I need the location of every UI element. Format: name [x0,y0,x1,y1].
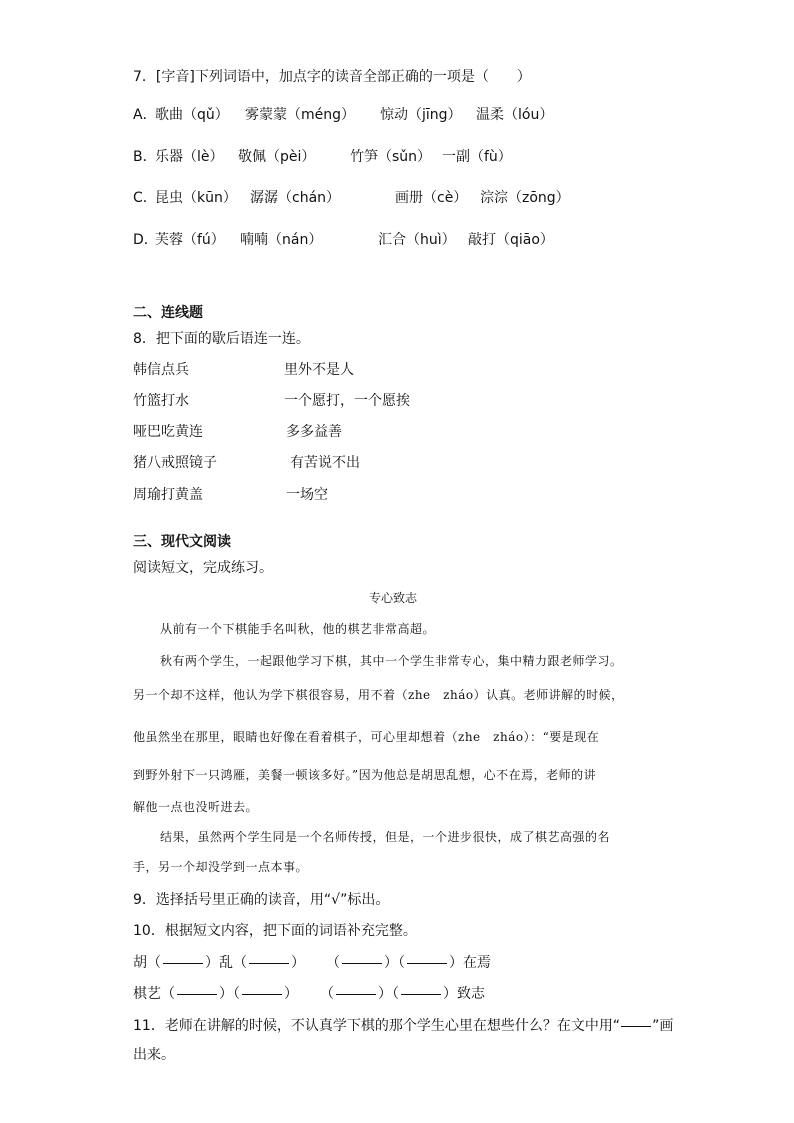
answer-blank[interactable] [342,962,382,964]
fill-text: （ [326,955,340,971]
story-line: 手，另一个却没学到一点本事。 [133,860,309,874]
match-left-item[interactable]: 韩信点兵 [133,362,189,378]
option-item: 芙蓉（fú） [155,232,225,248]
match-left-item[interactable]: 哑巴吃黄连 [133,424,203,440]
underline-mark [621,1025,651,1027]
story-line: 另一个却不这样，他认为学下棋很容易，用不着（zhe zháo）认真。老师讲解的时候， [133,688,624,702]
story-title: 专心致志 [369,591,418,605]
fill-blank-group [133,983,298,1003]
fill-blank-group [326,952,491,972]
answer-blank[interactable] [407,962,447,964]
story-line: 到野外射下一只鸿雁，美餐一顿该多好。”因为他总是胡思乱想，心不在焉，老师的讲 [133,768,597,782]
q11-stem [133,1015,673,1035]
option-item: 画册（cè） [395,190,468,206]
match-left-item[interactable]: 竹篮打水 [133,393,189,409]
fill-text: ） [291,955,305,971]
option-item: 温柔（lóu） [476,107,554,123]
fill-text: 棋艺（ [133,986,175,1002]
story-line: 解他一点也没听进去。 [133,800,259,814]
story-line: 从前有一个下棋能手名叫秋，他的棋艺非常高超。 [160,622,436,636]
answer-blank[interactable] [249,962,289,964]
story-line: 秋有两个学生，一起跟他学习下棋，其中一个学生非常专心，集中精力跟老师学习。 [160,654,623,668]
fill-text: ）在焉 [449,955,491,971]
option-item: 敲打（qiāo） [468,232,554,248]
option-item: 竹笋（sǔn） [350,149,432,165]
fill-text: （ [320,986,334,1002]
option-item: 雾蒙蒙（méng） [245,107,356,123]
option-item: 汇合（huì） [378,232,456,248]
match-right-item[interactable]: 有苦说不出 [290,455,360,471]
option-item: 昆虫（kūn） [155,190,237,206]
q7-stem: 7．[字音]下列词语中，加点字的读音全部正确的一项是（ ） [133,69,531,85]
q11-stem-continued: 出来。 [133,1047,175,1063]
option-item: 一副（fù） [442,149,512,165]
fill-text: ）乱（ [205,955,247,971]
q9-stem: 9．选择括号里正确的读音，用“√”标出。 [133,892,390,908]
match-right-item[interactable]: 里外不是人 [284,362,354,378]
answer-blank[interactable] [401,993,441,995]
option-item: 歌曲（qǔ） [155,107,229,123]
section-title: 二、连线题 [133,305,203,321]
option-label: A． [133,107,157,123]
match-left-item[interactable]: 周瑜打黄盖 [133,487,203,503]
option-item: 淙淙（zōng） [480,190,570,206]
fill-blank-group [133,952,305,972]
fill-text: 胡（ [133,955,161,971]
option-label: C． [133,190,157,206]
fill-blank-group [320,983,485,1003]
option-label: D． [133,232,158,248]
q8-stem: 8．把下面的歇后语连一连。 [133,331,310,347]
answer-blank[interactable] [177,993,217,995]
option-label: B． [133,149,157,165]
answer-blank[interactable] [242,993,282,995]
match-right-item[interactable]: 一个愿打，一个愿挨 [284,393,410,409]
fill-text: ）（ [219,986,240,1002]
q10-stem: 10．根据短文内容，把下面的词语补充完整。 [133,923,417,939]
fill-text: ）致志 [443,986,485,1002]
answer-blank[interactable] [336,993,376,995]
fill-text: ）（ [384,955,405,971]
story-line: 他虽然坐在那里，眼睛也好像在看着棋子，可心里却想着（zhe zháo）：“要是现在 [133,730,600,744]
answer-blank[interactable] [163,962,203,964]
option-item: 敬佩（pèi） [238,149,316,165]
fill-text: ）（ [378,986,399,1002]
reading-intro: 阅读短文，完成练习。 [133,560,273,576]
q11-text: ”画 [652,1018,674,1034]
option-item: 乐器（lè） [155,149,224,165]
match-left-item[interactable]: 猪八戒照镜子 [133,455,217,471]
option-item: 惊动（jīng） [380,107,462,123]
option-item: 喃喃（nán） [240,232,323,248]
fill-text: ） [284,986,298,1002]
match-right-item[interactable]: 多多益善 [286,424,342,440]
option-item: 潺潺（chán） [250,190,341,206]
story-line: 结果，虽然两个学生同是一个名师传授，但是，一个进步很快，成了棋艺高强的名 [160,830,611,844]
match-right-item[interactable]: 一场空 [286,487,328,503]
q11-text: 11．老师在讲解的时候，不认真学下棋的那个学生心里在想些什么？在文中用“ [133,1018,621,1034]
section-title: 三、现代文阅读 [133,534,231,550]
